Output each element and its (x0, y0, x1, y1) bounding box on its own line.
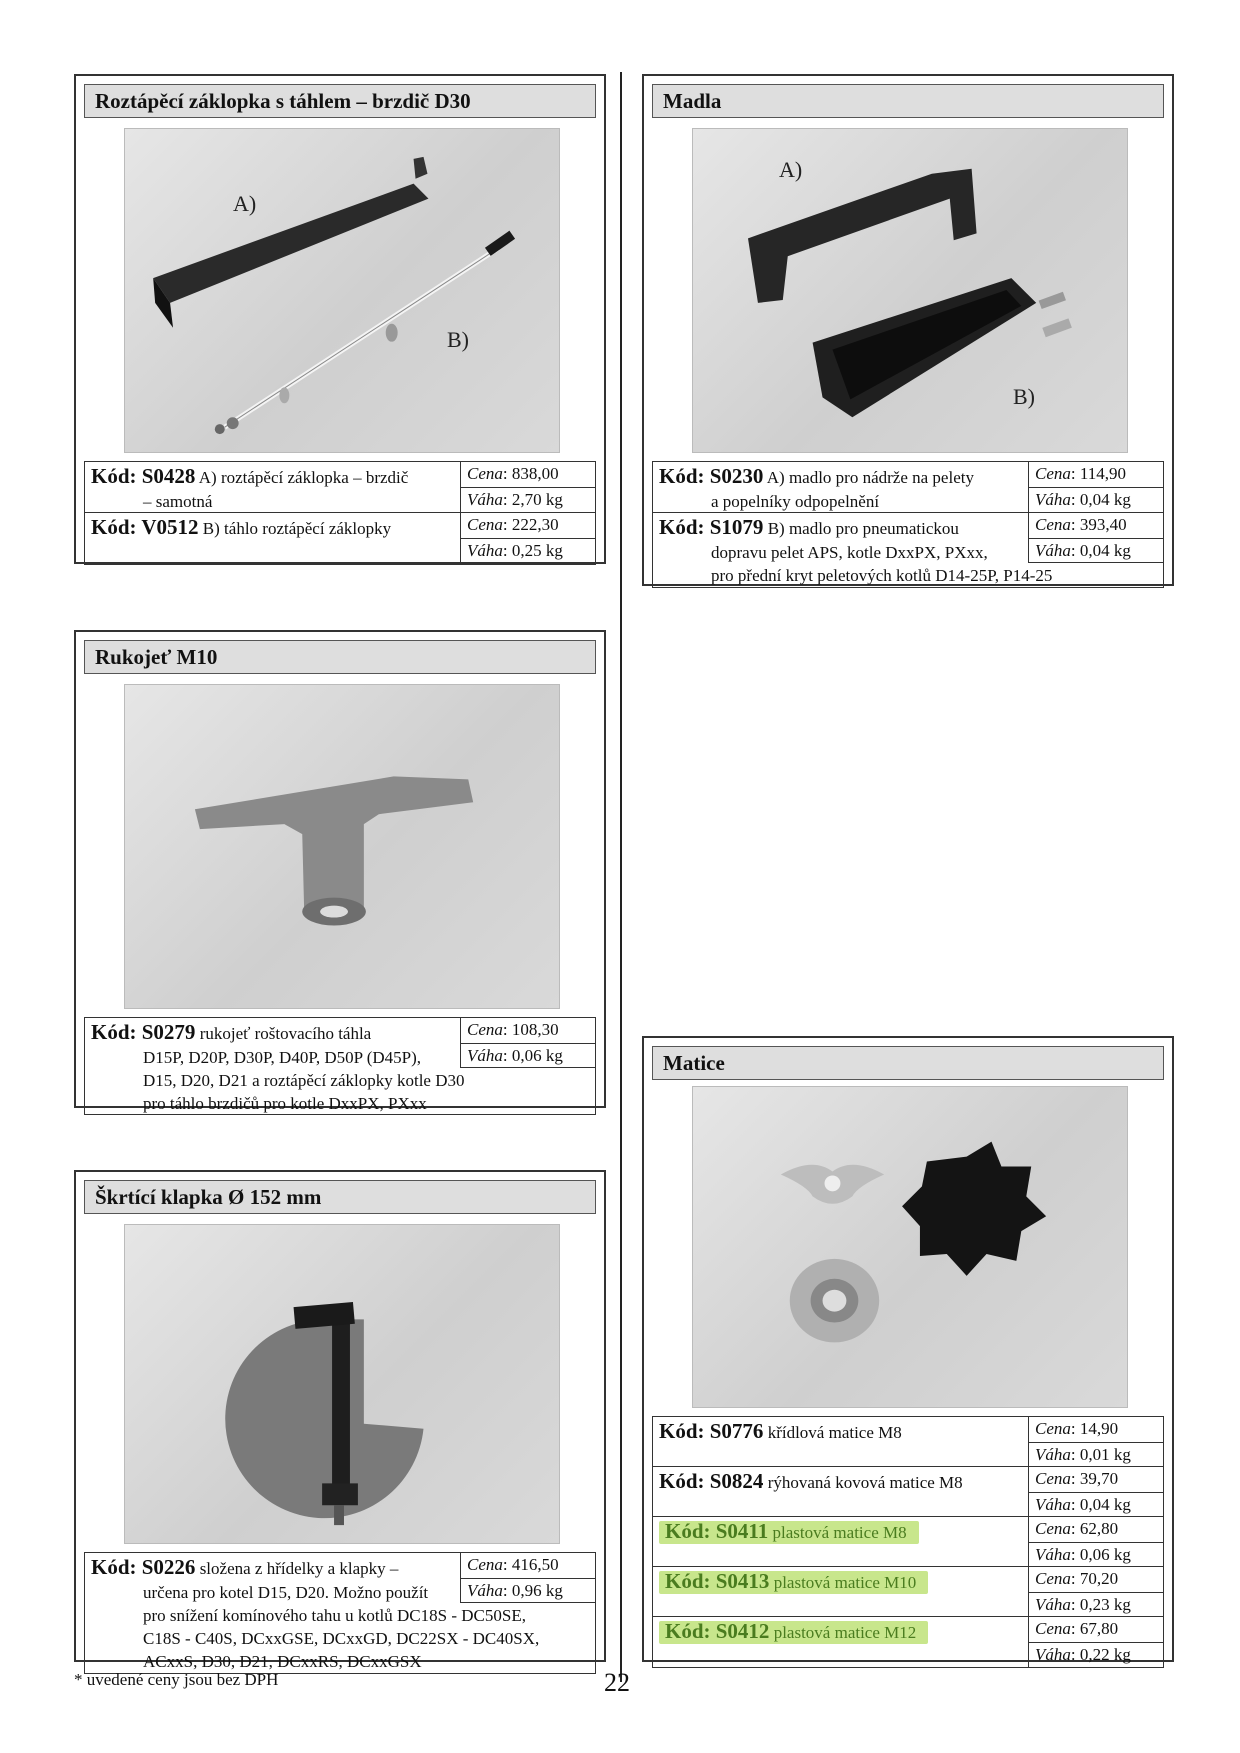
item-detail-cont: – samotná (143, 492, 213, 511)
item-detail: plastová matice M8 (772, 1523, 907, 1542)
highlighted-item (659, 1621, 928, 1644)
weight-line: Váha: 0,25 kg (461, 538, 595, 563)
price-box (460, 462, 595, 512)
item-desc (653, 1517, 925, 1547)
item-detail: B) madlo pro pneumatickou (767, 519, 959, 538)
highlighted-item (659, 1571, 928, 1594)
zaklopka-illustration (125, 129, 559, 452)
table-row (85, 1018, 595, 1114)
card-title: Matice (652, 1046, 1164, 1080)
price-box (460, 1553, 595, 1603)
weight-line: Váha: 0,96 kg (461, 1578, 595, 1603)
price-line: Cena: 70,20 (1035, 1569, 1119, 1588)
price-line: Cena: 14,90 (1035, 1419, 1119, 1438)
price-table (652, 461, 1164, 588)
item-desc (653, 513, 1058, 589)
price-line: Cena: 114,90 (1035, 464, 1126, 483)
item-detail-cont: pro táhlo brzdičů pro kotle DxxPX, PXxx (143, 1094, 427, 1113)
item-detail: rýhovaná kovová matice M8 (767, 1473, 963, 1492)
item-code: Kód: S0411 (665, 1519, 769, 1543)
klapka-illustration (125, 1225, 559, 1543)
price-box (1028, 1567, 1163, 1617)
price-line: Cena: 108,30 (467, 1020, 559, 1039)
item-desc (653, 462, 980, 515)
label-b: B) (1013, 384, 1035, 409)
price-table (84, 461, 596, 565)
table-row (653, 462, 1163, 513)
product-card-klapka (74, 1170, 606, 1671)
price-box (1028, 1417, 1163, 1467)
item-code: Kód: S0824 (659, 1469, 764, 1493)
item-code: Kód: S0230 (659, 464, 764, 488)
item-detail-cont: ACxxS, D30, D21, DCxxRS, DCxxGSX (143, 1652, 422, 1671)
item-desc (85, 462, 414, 515)
card-title: Madla (652, 84, 1164, 118)
price-box (1028, 1617, 1163, 1667)
card-title: Roztápěcí záklopka s táhlem – brzdič D30 (84, 84, 596, 118)
table-row (85, 462, 595, 513)
price-box (460, 513, 595, 563)
product-card-matice (642, 1036, 1174, 1662)
price-box (1028, 1467, 1163, 1517)
footnote: * uvedené ceny jsou bez DPH (74, 1670, 279, 1689)
product-photo (124, 1224, 560, 1544)
item-detail-cont: D15, D20, D21 a roztápěcí záklopky kotle D30 (143, 1071, 465, 1090)
price-table (84, 1552, 596, 1674)
price-line: Cena: 838,00 (467, 464, 559, 483)
weight-line: Váha: 0,06 kg (1029, 1542, 1163, 1567)
madla-illustration (693, 129, 1127, 452)
item-detail: složena z hřídelky a klapky – (199, 1559, 399, 1578)
price-table (84, 1017, 596, 1115)
price-line: Cena: 67,80 (1035, 1619, 1119, 1638)
table-row (653, 513, 1163, 587)
item-desc (653, 1467, 969, 1497)
price-line: Cena: 393,40 (1035, 515, 1127, 534)
weight-line: Váha: 0,23 kg (1029, 1592, 1163, 1617)
item-detail: A) roztápěcí záklopka – brzdič (198, 468, 409, 487)
label-a: A) (233, 191, 257, 216)
weight-line: Váha: 0,04 kg (1029, 487, 1163, 512)
item-desc (653, 1617, 934, 1647)
weight-line: Váha: 0,22 kg (1029, 1642, 1163, 1667)
item-code: Kód: S0776 (659, 1419, 764, 1443)
item-detail-cont: pro snížení komínového tahu u kotlů DC18S - DC50SE, (143, 1606, 526, 1625)
item-detail: rukojeť roštovacího táhla (199, 1024, 372, 1043)
price-box (1028, 462, 1163, 512)
item-code: Kód: S0226 (91, 1555, 196, 1579)
page-number: 22 (604, 1668, 630, 1697)
weight-line: Váha: 0,01 kg (1029, 1442, 1163, 1467)
item-code: Kód: V0512 (91, 515, 199, 539)
table-row (653, 1467, 1163, 1517)
product-photo (692, 1086, 1128, 1408)
table-row (85, 513, 595, 564)
price-line: Cena: 416,50 (467, 1555, 559, 1574)
item-detail: B) táhlo roztápěcí záklopky (202, 519, 392, 538)
product-photo (124, 684, 560, 1009)
product-card-zaklopka (74, 74, 606, 564)
highlighted-item (659, 1521, 919, 1544)
item-code: Kód: S0413 (665, 1569, 770, 1593)
item-desc (653, 1567, 934, 1597)
matice-illustration (693, 1087, 1127, 1407)
label-b: B) (447, 327, 469, 352)
item-detail: plastová matice M12 (773, 1623, 917, 1642)
product-card-madla (642, 74, 1174, 586)
item-code: Kód: S0428 (91, 464, 196, 488)
item-detail-cont: pro přední kryt peletových kotlů D14-25P, P14-25 (711, 566, 1053, 585)
card-title: Rukojeť M10 (84, 640, 596, 674)
table-row (653, 1617, 1163, 1667)
price-box (1028, 1517, 1163, 1567)
column-divider (620, 72, 622, 1682)
product-photo (692, 128, 1128, 453)
item-detail: A) madlo pro nádrže na pelety (766, 468, 974, 487)
price-line: Cena: 62,80 (1035, 1519, 1119, 1538)
product-card-rukojet (74, 630, 606, 1113)
item-detail-cont: C18S - C40S, DCxxGSE, DCxxGD, DC22SX - DC40SX, (143, 1629, 540, 1648)
item-code: Kód: S0279 (91, 1020, 196, 1044)
card-title: Škrtící klapka Ø 152 mm (84, 1180, 596, 1214)
rukojet-illustration (125, 685, 559, 1008)
item-detail: plastová matice M10 (773, 1573, 917, 1592)
label-a: A) (779, 157, 803, 182)
price-table (652, 1416, 1164, 1668)
table-row (85, 1553, 595, 1673)
item-detail-cont: určena pro kotel D15, D20. Možno použít (143, 1583, 429, 1602)
table-row (653, 1567, 1163, 1617)
weight-line: Váha: 2,70 kg (461, 487, 595, 512)
weight-line: Váha: 0,04 kg (1029, 1492, 1163, 1517)
price-line: Cena: 39,70 (1035, 1469, 1119, 1488)
item-code: Kód: S1079 (659, 515, 764, 539)
item-detail-cont: a popelníky odpopelnění (711, 492, 880, 511)
item-detail-cont: dopravu pelet APS, kotle DxxPX, PXxx, (711, 543, 988, 562)
item-desc (653, 1417, 908, 1447)
item-code: Kód: S0412 (665, 1619, 770, 1643)
weight-line: Váha: 0,04 kg (1029, 538, 1163, 563)
price-line: Cena: 222,30 (467, 515, 559, 534)
item-desc (85, 1018, 471, 1117)
price-box (460, 1018, 595, 1068)
item-detail: křídlová matice M8 (767, 1423, 902, 1442)
table-row (653, 1517, 1163, 1567)
product-photo (124, 128, 560, 453)
item-desc (85, 513, 397, 543)
table-row (653, 1417, 1163, 1467)
price-box (1028, 513, 1163, 563)
item-detail-cont: D15P, D20P, D30P, D40P, D50P (D45P), (143, 1048, 422, 1067)
weight-line: Váha: 0,06 kg (461, 1043, 595, 1068)
